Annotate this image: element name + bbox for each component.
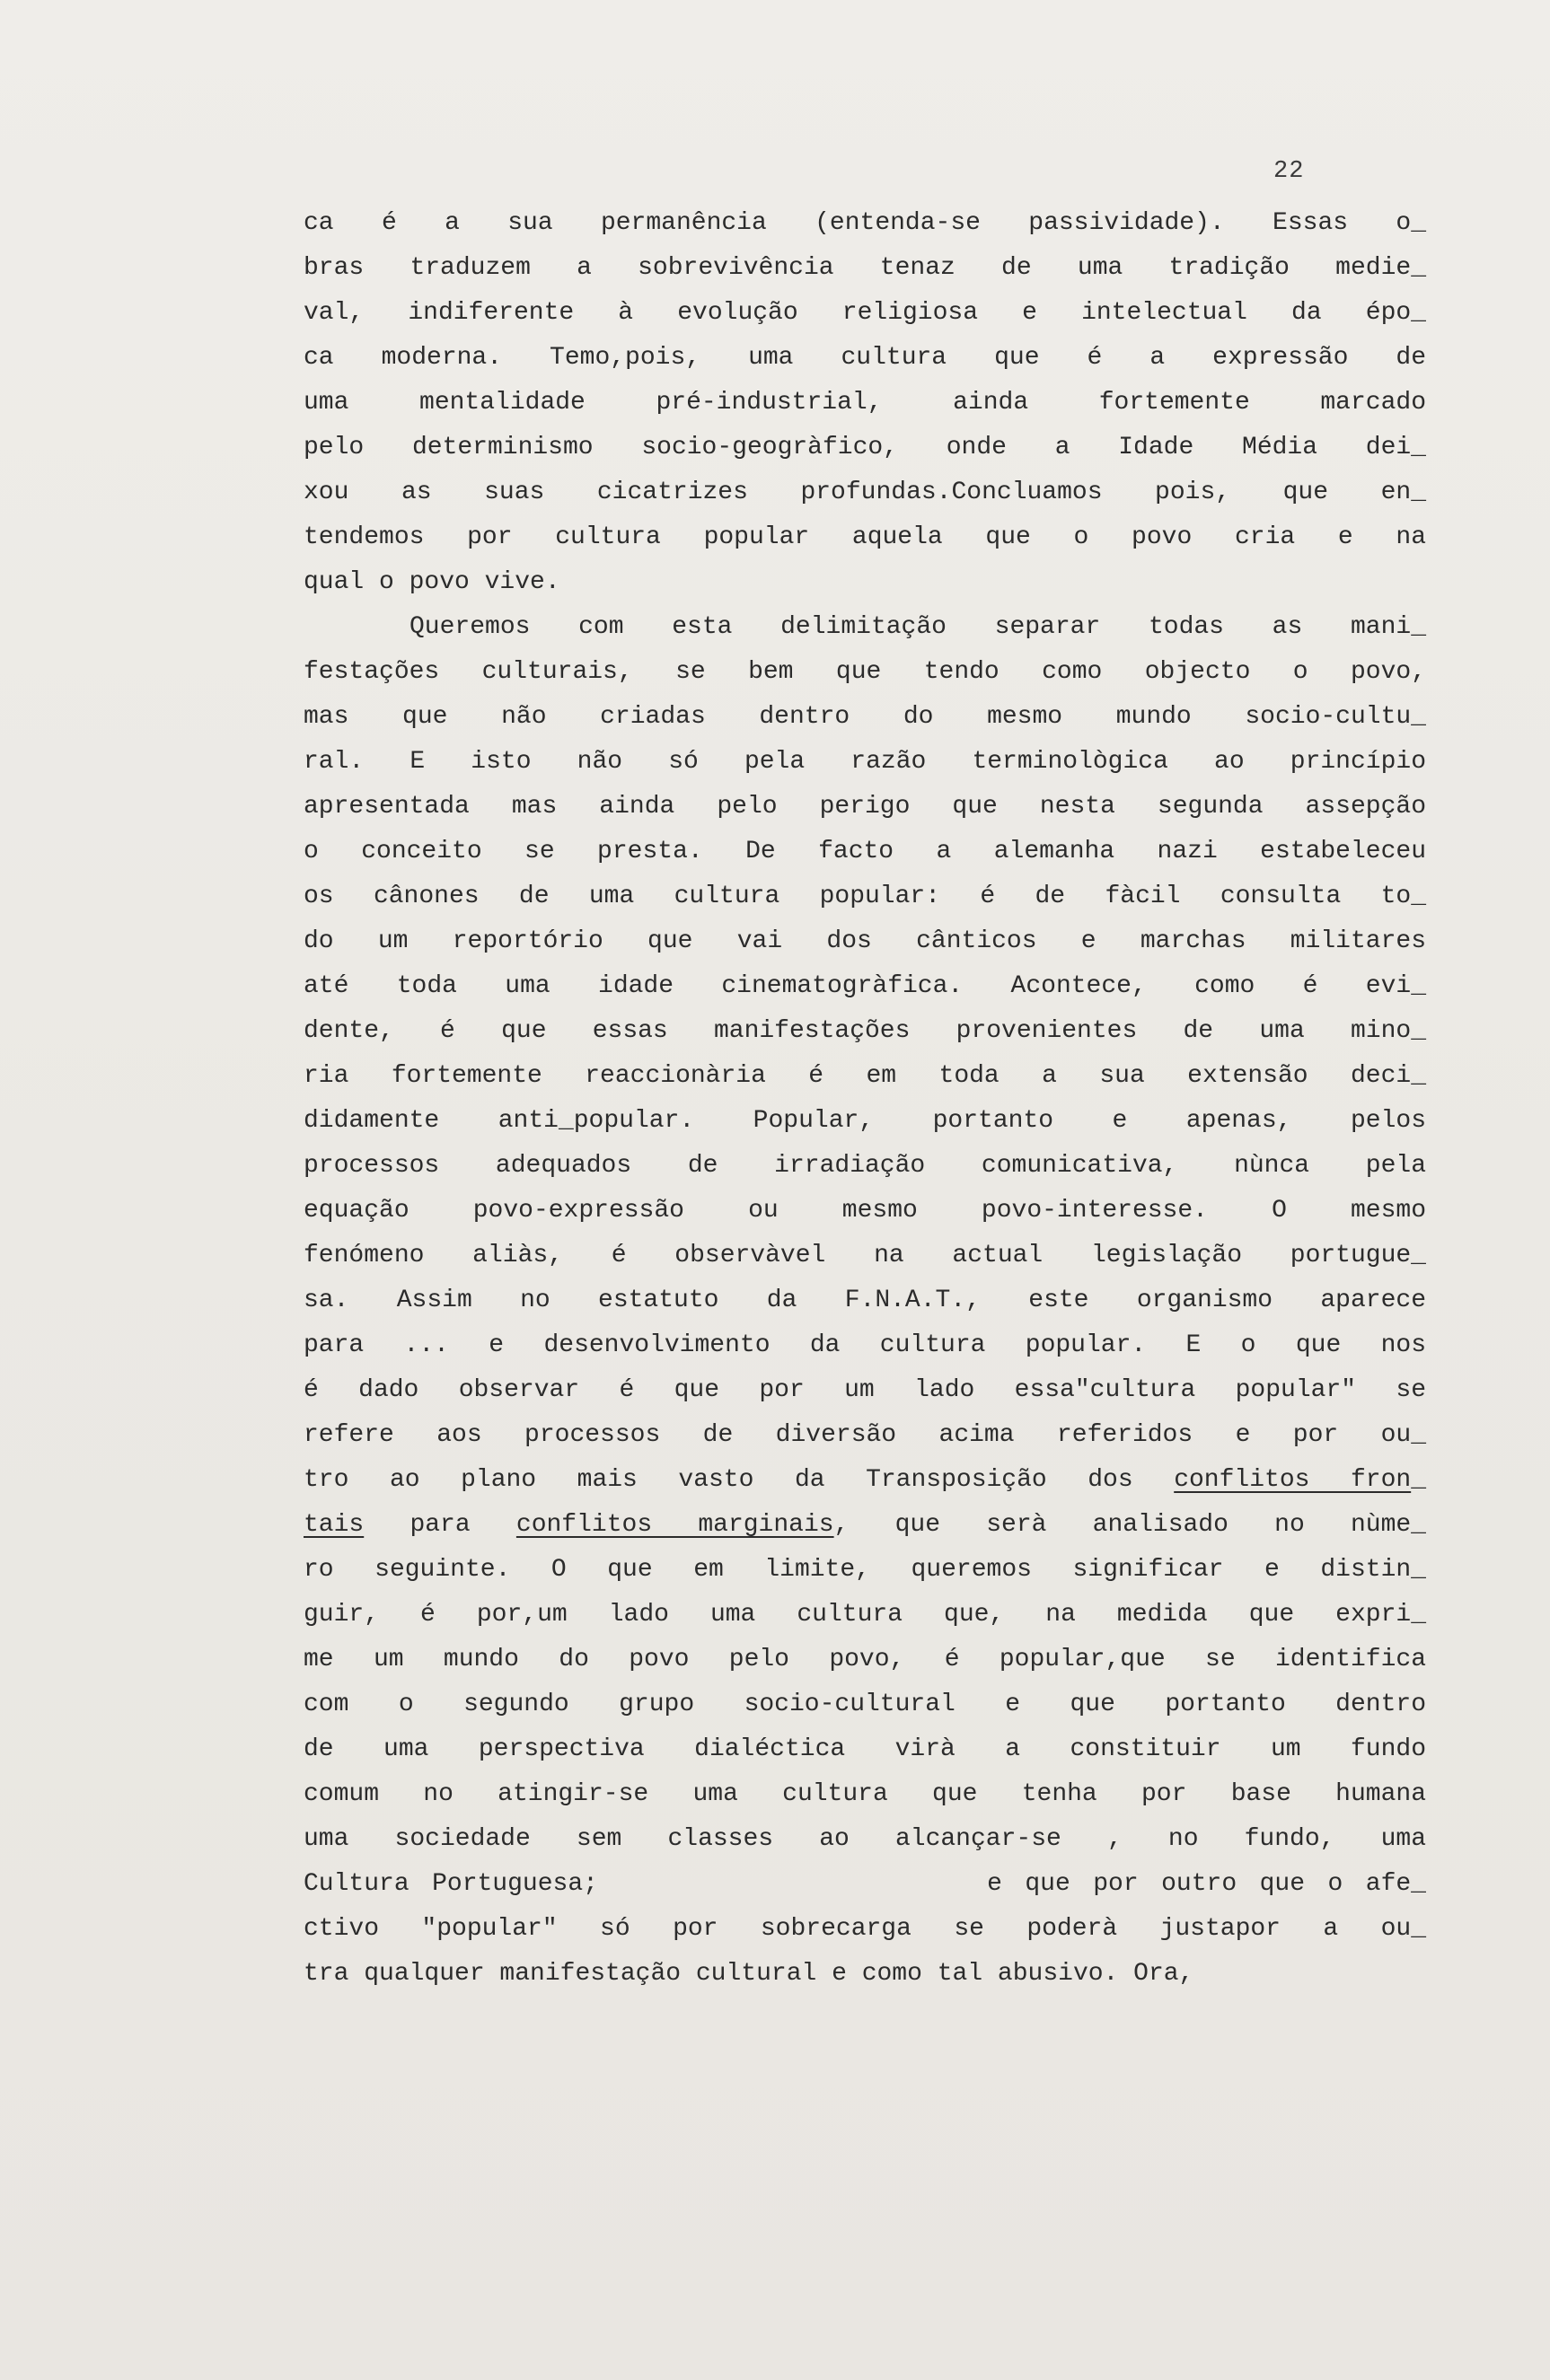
text-line: me um mundo do povo pelo povo, é popular,que se identifica bbox=[304, 1646, 1426, 1673]
underlined-phrase: conflitos fron bbox=[1174, 1466, 1412, 1494]
text-line-underlined: tro ao plano mais vasto da Transposição dos conflitos fron_ bbox=[304, 1466, 1426, 1494]
text-line: até toda uma idade cinematogràfica. Acontece, como é evi_ bbox=[304, 972, 1426, 1000]
text-line: ral. E isto não só pela razão terminològica ao princípio bbox=[304, 748, 1426, 776]
underlined-phrase: tais bbox=[304, 1511, 365, 1539]
text-line: Queremos com esta delimitação separar todas as mani_ bbox=[410, 613, 1426, 641]
text-line: dente, é que essas manifestações provenientes de uma mino_ bbox=[304, 1017, 1426, 1045]
text-line: qual o povo vive. bbox=[304, 568, 560, 596]
text-line: os cânones de uma cultura popular: é de fàcil consulta to_ bbox=[304, 883, 1426, 910]
text-line: sa. Assim no estatuto da F.N.A.T., este organismo aparece bbox=[304, 1287, 1426, 1314]
text-line: val, indiferente à evolução religiosa e intelectual da épo_ bbox=[304, 299, 1426, 327]
text-line: uma sociedade sem classes ao alcançar-se , no fundo, uma bbox=[304, 1825, 1426, 1853]
text-line: apresentada mas ainda pelo perigo que nesta segunda assepção bbox=[304, 793, 1426, 821]
text-line: ca moderna. Temo,pois, uma cultura que é a expressão de bbox=[304, 344, 1426, 372]
text-line: pelo determinismo socio-geogràfico, onde a Idade Média dei_ bbox=[304, 434, 1426, 461]
text-line: mas que não criadas dentro do mesmo mundo socio-cultu_ bbox=[304, 703, 1426, 731]
text-line: com o segundo grupo socio-cultural e que portanto dentro bbox=[304, 1691, 1426, 1718]
text-line: é dado observar é que por um lado essa"cultura popular" se bbox=[304, 1376, 1426, 1404]
text-line: ria fortemente reaccionària é em toda a sua extensão deci_ bbox=[304, 1062, 1426, 1090]
underlined-phrase: conflitos marginais bbox=[515, 1511, 834, 1539]
text-line: ca é a sua permanência (entenda-se passividade). Essas o_ bbox=[304, 209, 1426, 237]
text-line: guir, é por,um lado uma cultura que, na medida que expri_ bbox=[304, 1601, 1426, 1629]
text-line: ro seguinte. O que em limite, queremos significar e distin_ bbox=[304, 1556, 1426, 1584]
text-line: tendemos por cultura popular aquela que o povo cria e na bbox=[304, 523, 1426, 551]
text-line: refere aos processos de diversão acima referidos e por ou_ bbox=[304, 1421, 1426, 1449]
body-text bbox=[304, 201, 1426, 1997]
text-line: bras traduzem a sobrevivência tenaz de uma tradição medie_ bbox=[304, 254, 1426, 282]
text-line: xou as suas cicatrizes profundas.Concluamos pois, que en_ bbox=[304, 479, 1426, 506]
text-line: do um reportório que vai dos cânticos e marchas militares bbox=[304, 927, 1426, 955]
page-number: 22 bbox=[1273, 158, 1305, 185]
text-line-underlined: tais para conflitos marginais, que serà analisado no nùme_ bbox=[304, 1511, 1426, 1539]
text-line: ctivo "popular" só por sobrecarga se poderà justapor a ou_ bbox=[304, 1915, 1426, 1943]
text-line: fenómeno aliàs, é observàvel na actual legislação portugue_ bbox=[304, 1242, 1426, 1269]
text-line: festações culturais, se bem que tendo como objecto o povo, bbox=[304, 658, 1426, 686]
text-line: uma mentalidade pré-industrial, ainda fortemente marcado bbox=[304, 389, 1426, 417]
text-line: o conceito se presta. De facto a alemanha nazi estabeleceu bbox=[304, 838, 1426, 865]
text-line: Cultura Portuguesa; e que por outro que o afe_ bbox=[304, 1870, 1426, 1898]
text-line: equação povo-expressão ou mesmo povo-interesse. O mesmo bbox=[304, 1197, 1426, 1225]
text-line: didamente anti_popular. Popular, portanto e apenas, pelos bbox=[304, 1107, 1426, 1135]
text-line: de uma perspectiva dialéctica virà a constituir um fundo bbox=[304, 1735, 1426, 1763]
text-line: processos adequados de irradiação comunicativa, nùnca pela bbox=[304, 1152, 1426, 1180]
text-line: tra qualquer manifestação cultural e como tal abusivo. Ora, bbox=[304, 1960, 1194, 1988]
text-line: comum no atingir-se uma cultura que tenha por base humana bbox=[304, 1780, 1426, 1808]
text-line: para ... e desenvolvimento da cultura popular. E o que nos bbox=[304, 1331, 1426, 1359]
